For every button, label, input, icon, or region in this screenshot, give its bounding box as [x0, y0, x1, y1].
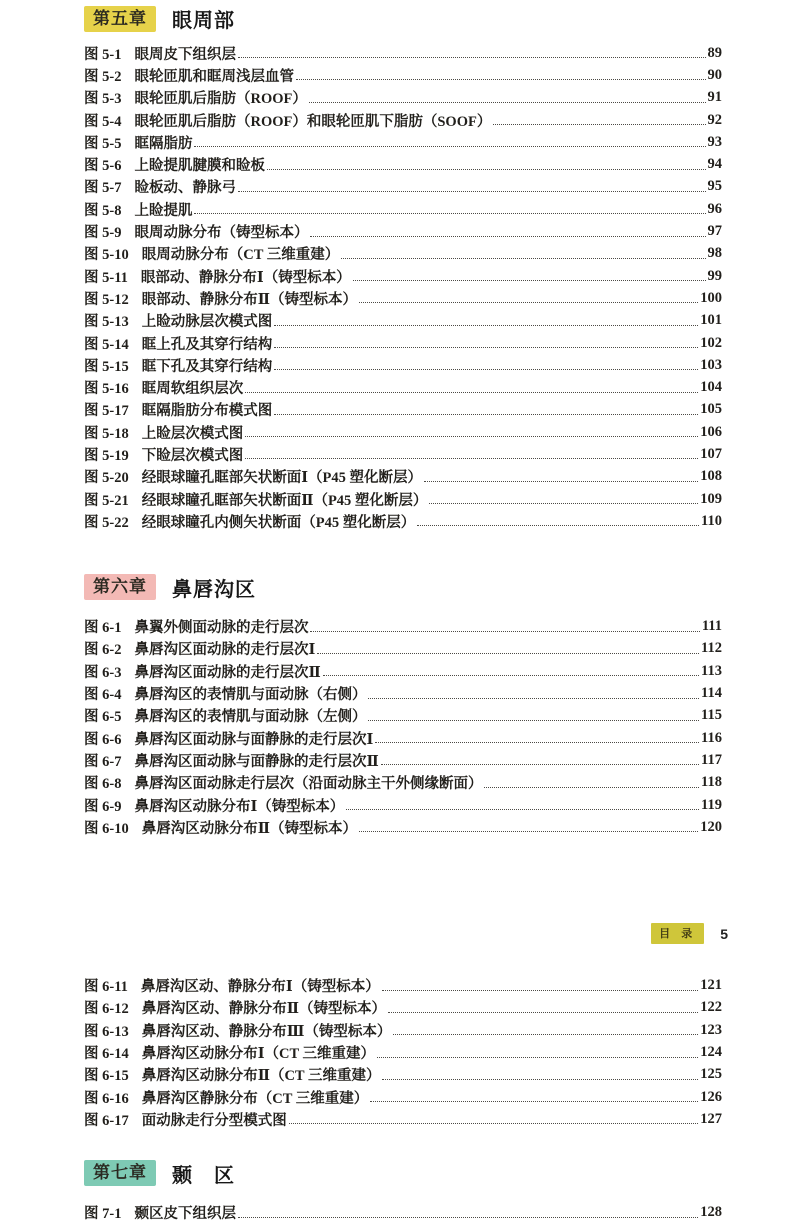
toc-entry [0, 1041, 790, 1063]
entry-page-number: 107 [700, 445, 722, 462]
toc-entry [0, 198, 790, 220]
toc-entry [0, 287, 790, 309]
dot-leader [368, 711, 699, 721]
figure-number: 图 5-2 [84, 68, 122, 85]
dot-leader [359, 822, 698, 832]
entry-page-number: 119 [701, 796, 722, 813]
toc-entry [0, 42, 790, 64]
figure-number: 图 5-13 [84, 314, 129, 331]
toc-entry [0, 153, 790, 175]
figure-number: 图 6-12 [84, 1001, 129, 1018]
dot-leader [238, 182, 706, 192]
figure-number: 图 6-5 [84, 709, 122, 726]
figure-title: 鼻唇沟区动、静脉分布Ⅲ（铸型标本） [141, 1023, 392, 1040]
dot-leader [245, 427, 698, 437]
entry-page-number: 118 [701, 774, 722, 791]
entry-page-number: 96 [707, 200, 722, 217]
figure-number: 图 6-2 [84, 642, 122, 659]
figure-title: 鼻唇沟区面动脉与面静脉的走行层次Ⅰ [134, 731, 374, 748]
figure-number: 图 5-9 [84, 225, 122, 242]
dot-leader [245, 383, 698, 393]
figure-title: 眶隔脂肪分布模式图 [141, 403, 273, 420]
figure-number: 图 5-14 [84, 336, 129, 353]
entry-page-number: 122 [700, 999, 722, 1016]
dot-leader [375, 733, 699, 743]
entry-page-number: 112 [701, 640, 722, 657]
entry-page-number: 117 [701, 751, 722, 768]
toc-entry [0, 109, 790, 131]
figure-number: 图 5-11 [84, 269, 128, 286]
dot-leader [368, 689, 699, 699]
toc-entry [0, 87, 790, 109]
figure-title: 眼周动脉分布（CT 三维重建） [141, 247, 340, 264]
entry-page-number: 121 [700, 977, 722, 994]
chapter-6-heading [0, 573, 790, 602]
dot-leader [424, 472, 698, 482]
figure-number: 图 5-7 [84, 180, 122, 197]
entry-page-number: 104 [700, 379, 722, 396]
figure-number: 图 5-20 [84, 470, 129, 487]
toc-entry [0, 1202, 790, 1222]
figure-number: 图 5-22 [84, 514, 129, 531]
entry-page-number: 105 [700, 401, 722, 418]
entry-page-number: 113 [701, 662, 722, 679]
figure-number: 图 6-6 [84, 731, 122, 748]
entry-page-number: 101 [700, 312, 722, 329]
dot-leader [194, 137, 705, 147]
figure-title: 鼻唇沟区动脉分布Ⅱ（铸型标本） [141, 820, 357, 837]
toc-entry [0, 220, 790, 242]
footer-page-number: 5 [720, 925, 728, 942]
toc-entry [0, 682, 790, 704]
toc-entry [0, 466, 790, 488]
figure-number: 图 5-4 [84, 113, 122, 130]
entry-page-number: 111 [701, 618, 722, 635]
dot-leader [370, 1092, 698, 1102]
entry-page-number: 89 [707, 44, 722, 61]
toc-entry [0, 421, 790, 443]
figure-number: 图 6-3 [84, 664, 122, 681]
entry-page-number: 126 [700, 1088, 722, 1105]
dot-leader [341, 249, 705, 259]
chapter-6-title: 鼻唇沟区 [172, 578, 256, 601]
figure-title: 眶上孔及其穿行结构 [141, 336, 273, 353]
toc-entry [0, 1108, 790, 1130]
entry-page-number: 99 [707, 267, 722, 284]
figure-number: 图 6-8 [84, 776, 122, 793]
figure-title: 下睑层次模式图 [141, 447, 244, 464]
figure-title: 鼻唇沟区动脉分布Ⅱ（CT 三维重建） [141, 1068, 381, 1085]
toc-entry [0, 64, 790, 86]
figure-title: 眼周皮下组织层 [134, 46, 236, 63]
figure-title: 眼部动、静脉分布Ⅱ（铸型标本） [141, 291, 357, 308]
figure-number: 图 6-11 [84, 979, 128, 996]
entry-page-number: 106 [700, 423, 722, 440]
dot-leader [484, 778, 699, 788]
chapter-6-entries-part1 [0, 616, 790, 839]
chapter-7-title: 颞 区 [172, 1164, 235, 1187]
dot-leader [310, 227, 705, 237]
toc-entry [0, 131, 790, 153]
toc-entry [0, 749, 790, 771]
toc-entry [0, 265, 790, 287]
figure-title: 鼻唇沟区面动脉与面静脉的走行层次Ⅱ [134, 753, 379, 770]
figure-title: 眼部动、静脉分布Ⅰ（铸型标本） [140, 269, 351, 286]
entry-page-number: 92 [707, 111, 722, 128]
dot-leader [289, 1114, 699, 1124]
figure-title: 上睑层次模式图 [141, 425, 244, 442]
entry-page-number: 108 [700, 468, 722, 485]
figure-title: 睑板动、静脉弓 [134, 180, 236, 197]
entry-page-number: 110 [701, 512, 722, 529]
entry-page-number: 94 [707, 156, 722, 173]
figure-title: 经眼球瞳孔眶部矢状断面Ⅱ（P45 塑化断层） [141, 492, 428, 509]
dot-leader [493, 115, 705, 125]
dot-leader [377, 1048, 698, 1058]
entry-page-number: 114 [701, 685, 722, 702]
dot-leader [310, 622, 699, 632]
entry-page-number: 128 [700, 1204, 722, 1221]
dot-leader [274, 405, 698, 415]
dot-leader [382, 1070, 698, 1080]
dot-leader [238, 1208, 698, 1218]
figure-title: 鼻翼外侧面动脉的走行层次 [134, 620, 309, 637]
toc-entry [0, 1064, 790, 1086]
figure-number: 图 5-5 [84, 135, 122, 152]
toc-entry [0, 443, 790, 465]
entry-page-number: 93 [707, 133, 722, 150]
chapter-7-badge: 第七章 [84, 1160, 156, 1186]
figure-title: 鼻唇沟区动脉分布Ⅰ（CT 三维重建） [141, 1046, 376, 1063]
figure-title: 眼轮匝肌后脂肪（ROOF）和眼轮匝肌下脂肪（SOOF） [134, 113, 492, 130]
page-footer [0, 925, 790, 943]
dot-leader [346, 800, 699, 810]
chapter-5-entries [0, 42, 790, 533]
dot-leader [245, 449, 698, 459]
figure-number: 图 5-8 [84, 202, 122, 219]
dot-leader [238, 48, 706, 58]
chapter-6-entries-part2 [0, 975, 790, 1131]
toc-entry [0, 332, 790, 354]
toc-entry [0, 616, 790, 638]
toc-entry [0, 1086, 790, 1108]
chapter-5-badge: 第五章 [84, 6, 156, 32]
figure-number: 图 5-15 [84, 358, 129, 375]
dot-leader [429, 494, 698, 504]
chapter-6-badge: 第六章 [84, 574, 156, 600]
entry-page-number: 98 [707, 245, 722, 262]
chapter-5-title: 眼周部 [172, 10, 235, 32]
figure-number: 图 5-12 [84, 291, 129, 308]
figure-number: 图 5-3 [84, 91, 122, 108]
toc-entry [0, 772, 790, 794]
toc-entry [0, 488, 790, 510]
figure-title: 鼻唇沟区的表情肌与面动脉（左侧） [134, 709, 367, 726]
entry-page-number: 95 [707, 178, 722, 195]
figure-title: 上睑提肌腱膜和睑板 [134, 158, 265, 175]
dot-leader [323, 666, 699, 676]
toc-entry [0, 727, 790, 749]
figure-title: 颞区皮下组织层 [134, 1206, 236, 1222]
figure-title: 眼周动脉分布（铸型标本） [134, 225, 309, 242]
toc-entry [0, 660, 790, 682]
toc-entry [0, 310, 790, 332]
figure-number: 图 6-4 [84, 687, 122, 704]
figure-title: 鼻唇沟区动脉分布Ⅰ（铸型标本） [134, 798, 345, 815]
entry-page-number: 97 [707, 223, 722, 240]
entry-page-number: 100 [700, 289, 722, 306]
figure-number: 图 5-19 [84, 447, 129, 464]
toc-entry [0, 399, 790, 421]
figure-title: 眶下孔及其穿行结构 [141, 358, 273, 375]
entry-page-number: 90 [707, 66, 722, 83]
figure-number: 图 5-18 [84, 425, 129, 442]
entry-page-number: 91 [707, 89, 722, 106]
figure-title: 鼻唇沟区的表情肌与面动脉（右侧） [134, 687, 367, 704]
figure-number: 图 6-15 [84, 1068, 129, 1085]
figure-number: 图 5-10 [84, 247, 129, 264]
figure-title: 眼轮匝肌后脂肪（ROOF） [134, 91, 307, 108]
figure-number: 图 5-6 [84, 158, 122, 175]
figure-title: 经眼球瞳孔眶部矢状断面Ⅰ（P45 塑化断层） [141, 470, 422, 487]
entry-page-number: 109 [700, 490, 722, 507]
toc-entry [0, 510, 790, 532]
dot-leader [353, 271, 706, 281]
dot-leader [267, 160, 706, 170]
dot-leader [382, 981, 699, 991]
figure-number: 图 5-17 [84, 403, 129, 420]
dot-leader [388, 1003, 698, 1013]
dot-leader [317, 644, 699, 654]
figure-title: 上睑动脉层次模式图 [141, 314, 273, 331]
figure-title: 眼轮匝肌和眶周浅层血管 [134, 68, 294, 85]
dot-leader [381, 755, 699, 765]
entry-page-number: 127 [700, 1110, 722, 1127]
figure-title: 鼻唇沟区动、静脉分布Ⅰ（铸型标本） [140, 979, 380, 996]
figure-number: 图 6-17 [84, 1112, 129, 1129]
toc-entry [0, 243, 790, 265]
dot-leader [274, 360, 698, 370]
dot-leader [393, 1025, 698, 1035]
figure-title: 经眼球瞳孔内侧矢状断面（P45 塑化断层） [141, 514, 416, 531]
dot-leader [274, 338, 698, 348]
figure-number: 图 6-9 [84, 798, 122, 815]
figure-title: 鼻唇沟区静脉分布（CT 三维重建） [141, 1090, 369, 1107]
entry-page-number: 116 [701, 729, 722, 746]
figure-number: 图 6-13 [84, 1023, 129, 1040]
figure-title: 鼻唇沟区动、静脉分布Ⅱ（铸型标本） [141, 1001, 386, 1018]
figure-title: 眶周软组织层次 [141, 381, 244, 398]
chapter-7-entries [0, 1202, 790, 1222]
chapter-5-heading [0, 4, 790, 33]
figure-number: 图 7-1 [84, 1206, 122, 1222]
dot-leader [359, 293, 698, 303]
figure-number: 图 6-14 [84, 1046, 129, 1063]
dot-leader [296, 70, 706, 80]
dot-leader [194, 204, 705, 214]
entry-page-number: 120 [700, 818, 722, 835]
toc-entry [0, 997, 790, 1019]
entry-page-number: 102 [700, 334, 722, 351]
toc-entry [0, 638, 790, 660]
figure-title: 面动脉走行分型模式图 [141, 1112, 287, 1129]
figure-number: 图 5-1 [84, 46, 122, 63]
entry-page-number: 125 [700, 1066, 722, 1083]
figure-number: 图 6-10 [84, 820, 129, 837]
toc-entry [0, 1019, 790, 1041]
entry-page-number: 124 [700, 1044, 722, 1061]
toc-footer-badge: 目 录 [651, 923, 704, 944]
toc-entry [0, 705, 790, 727]
figure-title: 鼻唇沟区面动脉的走行层次Ⅱ [134, 664, 321, 681]
toc-entry [0, 376, 790, 398]
dot-leader [274, 316, 698, 326]
toc-entry [0, 816, 790, 838]
toc-entry [0, 794, 790, 816]
figure-number: 图 6-1 [84, 620, 122, 637]
dot-leader [417, 516, 699, 526]
toc-entry [0, 354, 790, 376]
chapter-7-heading [0, 1159, 790, 1188]
entry-page-number: 103 [700, 356, 722, 373]
toc-entry [0, 975, 790, 997]
entry-page-number: 123 [700, 1021, 722, 1038]
figure-number: 图 6-7 [84, 753, 122, 770]
figure-number: 图 5-16 [84, 381, 129, 398]
entry-page-number: 115 [701, 707, 722, 724]
figure-title: 上睑提肌 [134, 202, 193, 219]
dot-leader [309, 93, 706, 103]
figure-number: 图 5-21 [84, 492, 129, 509]
figure-title: 鼻唇沟区面动脉走行层次（沿面动脉主干外侧缘断面） [134, 776, 483, 793]
figure-title: 鼻唇沟区面动脉的走行层次Ⅰ [134, 642, 316, 659]
figure-number: 图 6-16 [84, 1090, 129, 1107]
figure-title: 眶隔脂肪 [134, 135, 193, 152]
toc-entry [0, 176, 790, 198]
